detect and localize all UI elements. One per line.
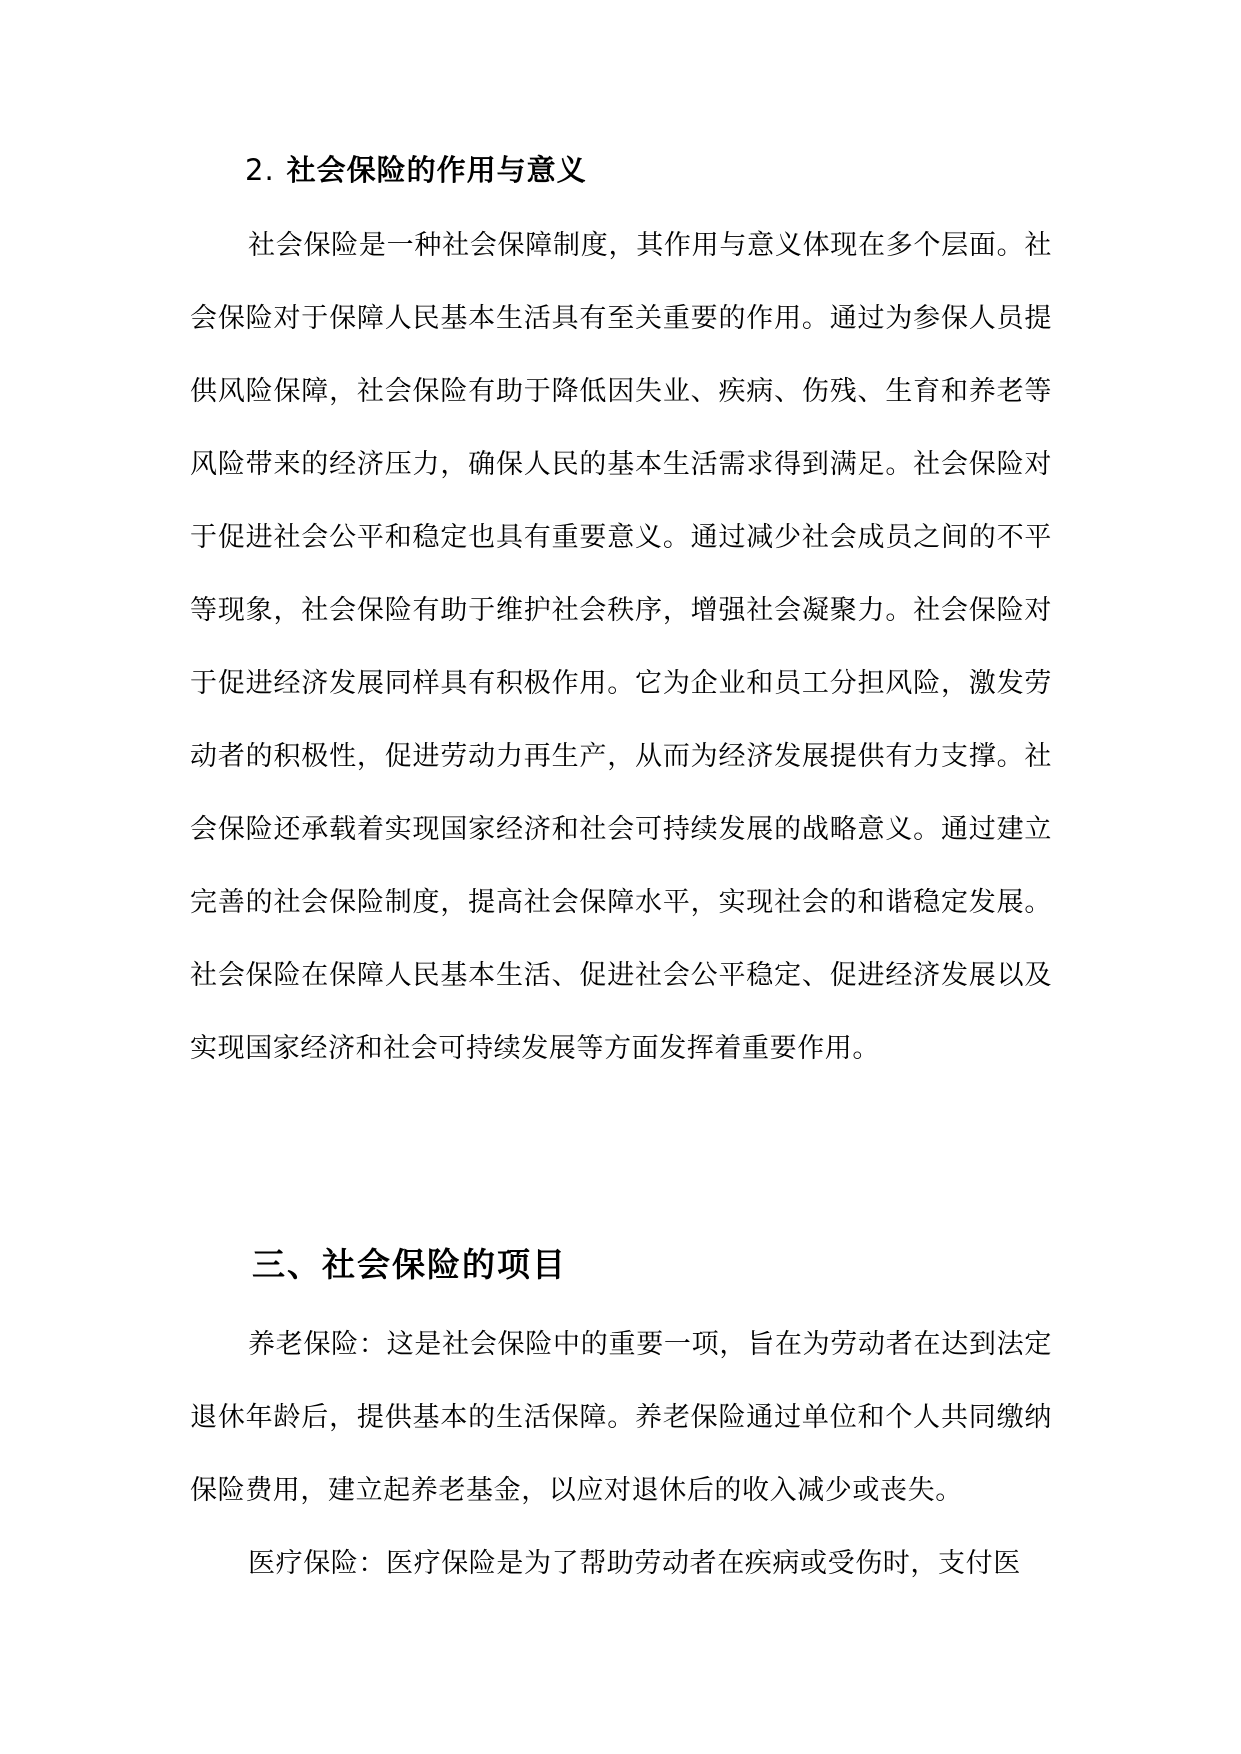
section-2-paragraph: 社会保险是一种社会保障制度，其作用与意义体现在多个层面。社会保险对于保障人民基本生活具有至关重要的作用。通过为参保人员提供风险保障，社会保险有助于降低因失业、疾病、伤残、生育和养老等风险带来的经济压力，确保人民的基本生活需求得到满足。社会保险对于促进社会公平和稳定也具有重要意义。通过减少社会成员之间的不平等现象，社会保险有助于维护社会秩序，增强社会凝聚力。社会保险对于促进经济发展同样具有积极作用。它为企业和员工分担风险，激发劳动者的积极性，促进劳动力再生产，从而为经济发展提供有力支撑。社会保险还承载着实现国家经济和社会可持续发展的战略意义。通过建立完善的社会保险制度，提高社会保障水平，实现社会的和谐稳定发展。社会保险在保障人民基本生活、促进社会公平稳定、促进经济发展以及实现国家经济和社会可持续发展等方面发挥着重要作用。 <box>190 230 1052 1064</box>
section-2-number: 2. <box>245 153 275 187</box>
pension-insurance-paragraph: 养老保险：这是社会保险中的重要一项，旨在为劳动者在达到法定退休年龄后，提供基本的生活保障。养老保险通过单位和个人共同缴纳保险费用，建立起养老基金，以应对退休后的收入减少或丧失。 <box>190 1329 1052 1506</box>
section-2-title: 社会保险的作用与意义 <box>286 153 587 187</box>
section-3-heading: 三、社会保险的项目 <box>252 1245 567 1284</box>
section-2-heading <box>245 150 587 190</box>
medical-insurance-paragraph: 医疗保险：医疗保险是为了帮助劳动者在疾病或受伤时，支付医 <box>248 1548 1021 1579</box>
